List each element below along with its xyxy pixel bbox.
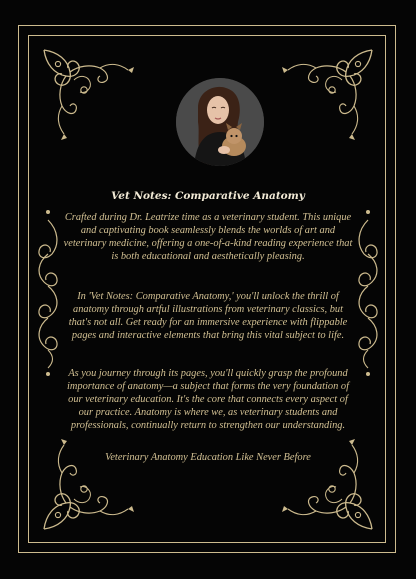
description-paragraph-1: Crafted during Dr. Leatrize time as a veterinary student. This unique and captivating book seamlessly blends the worlds of art and veterinary medicine, offering a one-of-a-kind reading experience that is both educational and aesthetically pleasing.: [63, 212, 353, 263]
tagline: Veterinary Anatomy Education Like Never Before: [105, 452, 311, 463]
description-paragraph-2: In 'Vet Notes: Comparative Anatomy,' you'll unlock the thrill of anatomy through artful illustrations from veterinary classics, but that's not all. Get ready for an immersive experience with flippable pages and interactive elements that bring this vital subject to life.: [68, 291, 348, 342]
side-ornament-right: [359, 210, 377, 376]
corner-ornament-top-left: [44, 50, 134, 140]
description-paragraph-3: As you journey through its pages, you'll quickly grasp the profound importance of anatomy—a subject that forms the very foundation of our veterinary education. It's the core that connects every aspect of our practice. Anatomy is where we, as veterinary students and professionals, continually return to strengthen our understanding.: [67, 368, 349, 432]
book-title: Vet Notes: Comparative Anatomy: [111, 190, 305, 202]
side-ornament-left: [39, 210, 57, 376]
corner-ornament-top-right: [282, 50, 372, 140]
author-portrait: [176, 78, 264, 166]
